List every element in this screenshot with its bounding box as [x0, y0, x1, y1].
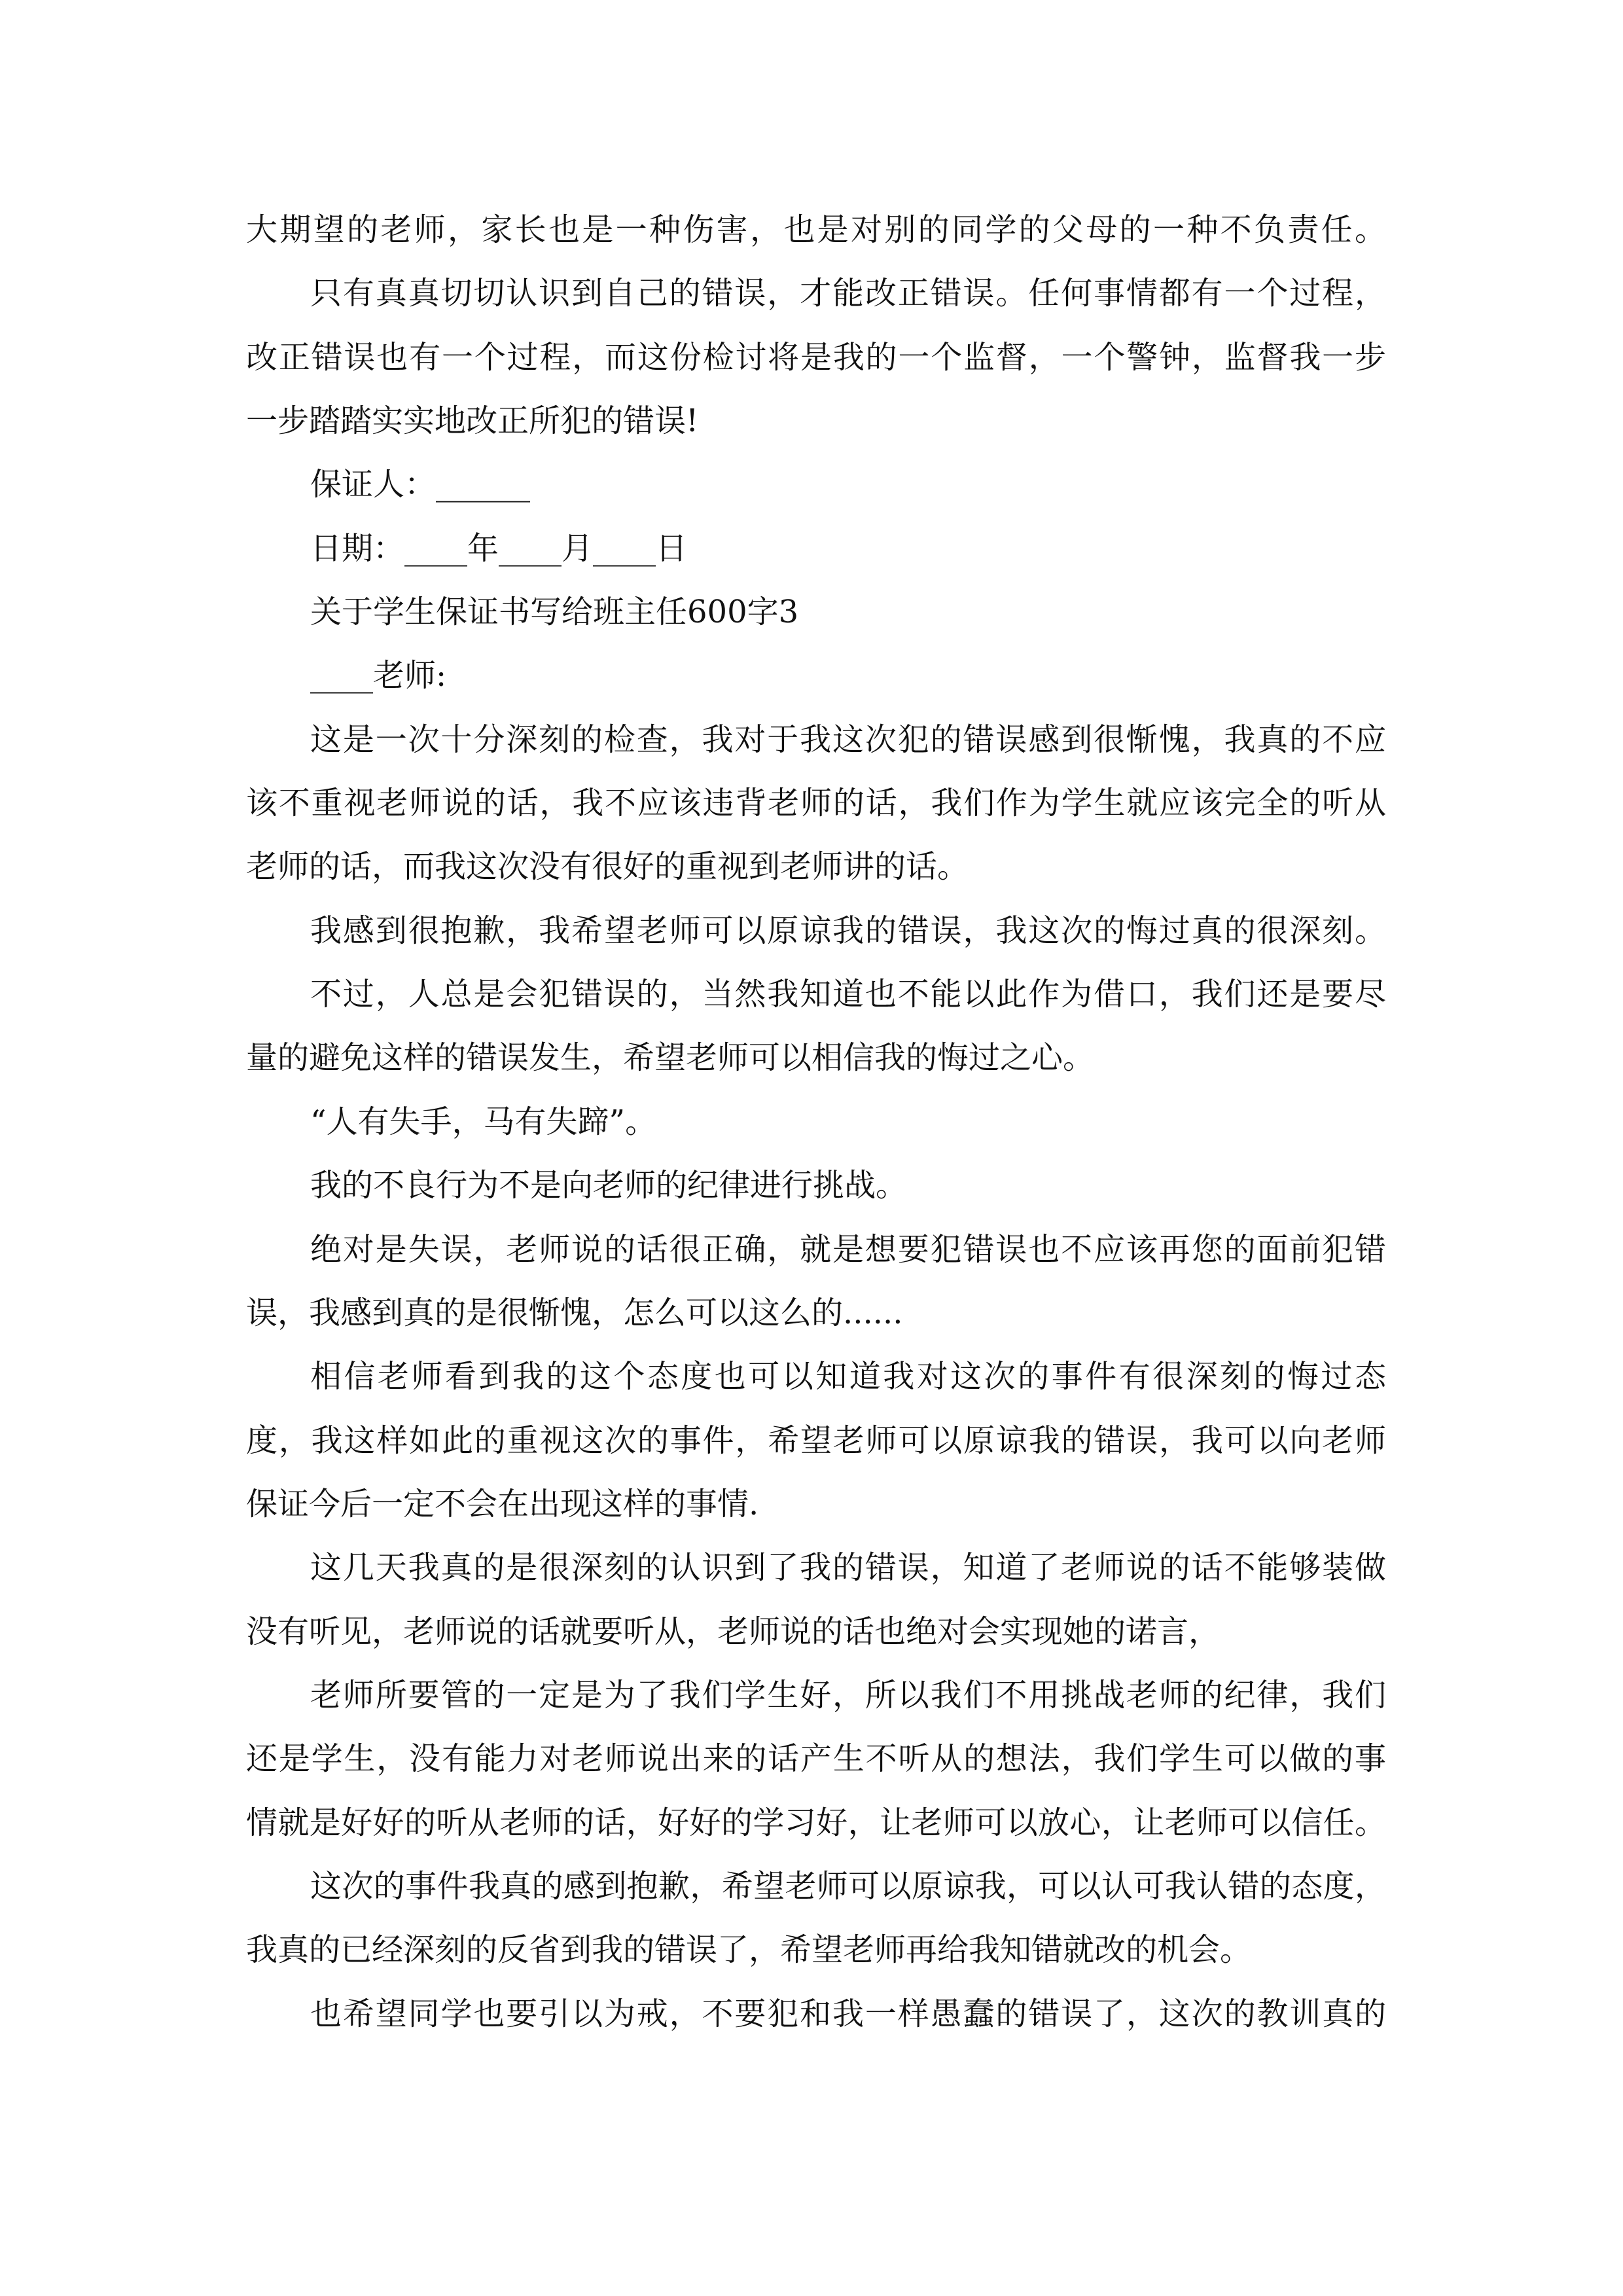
paragraph-line: 老师的话，而我这次没有很好的重视到老师讲的话。 [246, 848, 969, 886]
paragraph-line: 不过，人总是会犯错误的，当然我知道也不能以此作为借口，我们还是要尽 [310, 976, 1386, 1013]
paragraph-line: 也希望同学也要引以为戒，不要犯和我一样愚蠢的错误了，这次的教训真的 [310, 1995, 1386, 2032]
paragraph-line: 绝对是失误，老师说的话很正确，就是想要犯错误也不应该再您的面前犯错 [310, 1230, 1386, 1268]
paragraph-line: 我真的已经深刻的反省到我的错误了，希望老师再给我知错就改的机会。 [246, 1931, 1252, 1969]
paragraph-line: “人有失手，马有失蹄”。 [310, 1103, 657, 1140]
date-line: 日期：____年____月____日 [310, 529, 688, 567]
text-column [246, 198, 1386, 2046]
paragraph-line: 情就是好好的听从老师的话，好好的学习好，让老师可以放心，让老师可以信任。 [246, 1804, 1386, 1841]
paragraph-line: 还是学生，没有能力对老师说出来的话产生不听从的想法，我们学生可以做的事 [246, 1740, 1386, 1778]
paragraph-line: 保证今后一定不会在出现这样的事情. [246, 1485, 759, 1522]
paragraph-line: 误，我感到真的是很惭愧，怎么可以这么的...... [246, 1294, 903, 1331]
paragraph-line: 老师所要管的一定是为了我们学生好，所以我们不用挑战老师的纪律，我们 [310, 1676, 1386, 1713]
paragraph [246, 1664, 1386, 1855]
paragraph [246, 708, 1386, 899]
paragraph-line: 一步踏踏实实地改正所犯的错误! [246, 403, 699, 440]
paragraph [246, 1218, 1386, 1346]
paragraph [246, 198, 1386, 262]
paragraph-line: 我感到很抱歉，我希望老师可以原谅我的错误，我这次的悔过真的很深刻。 [310, 912, 1386, 949]
paragraph-line: 我的不良行为不是向老师的纪律进行挑战。 [310, 1167, 908, 1204]
paragraph-line: 只有真真切切认识到自己的错误，才能改正错误。任何事情都有一个过程， [310, 275, 1386, 312]
paragraph [246, 1154, 1386, 1217]
paragraph-line: 该不重视老师说的话，我不应该违背老师的话，我们作为学生就应该完全的听从 [246, 785, 1386, 822]
paragraph-line: 相信老师看到我的这个态度也可以知道我对这次的事件有很深刻的悔过态 [310, 1358, 1386, 1395]
paragraph-line: 这次的事件我真的感到抱歉，希望老师可以原谅我，可以认可我认错的态度， [310, 1867, 1386, 1905]
paragraph-line: 量的避免这样的错误发生，希望老师可以相信我的悔过之心。 [246, 1039, 1095, 1077]
paragraph-line: 度，我这样如此的重视这次的事件，希望老师可以原谅我的错误，我可以向老师 [246, 1422, 1386, 1459]
paragraph [246, 262, 1386, 453]
paragraph-line: 没有听见，老师说的话就要听从，老师说的话也绝对会实现她的诺言， [246, 1613, 1221, 1650]
paragraph [246, 1536, 1386, 1664]
paragraph [246, 1982, 1386, 2046]
paragraph-line: 这几天我真的是很深刻的认识到了我的错误，知道了老师说的话不能够装做 [310, 1549, 1386, 1587]
paragraph [246, 1090, 1386, 1154]
paragraph [246, 899, 1386, 963]
paragraph-line: 大期望的老师，家长也是一种伤害，也是对别的同学的父母的一种不负责任。 [246, 211, 1386, 248]
salutation: ____老师: [310, 657, 447, 694]
section-title: 关于学生保证书写给班主任600字3 [310, 594, 799, 631]
paragraph-line: 改正错误也有一个过程，而这份检讨将是我的一个监督，一个警钟，监督我一步 [246, 338, 1386, 376]
paragraph [246, 1855, 1386, 1982]
paragraph [246, 963, 1386, 1090]
guarantor-line: 保证人：______ [310, 466, 531, 503]
paragraph [246, 1345, 1386, 1536]
paragraph-line: 这是一次十分深刻的检查，我对于我这次犯的错误感到很惭愧，我真的不应 [310, 721, 1386, 758]
